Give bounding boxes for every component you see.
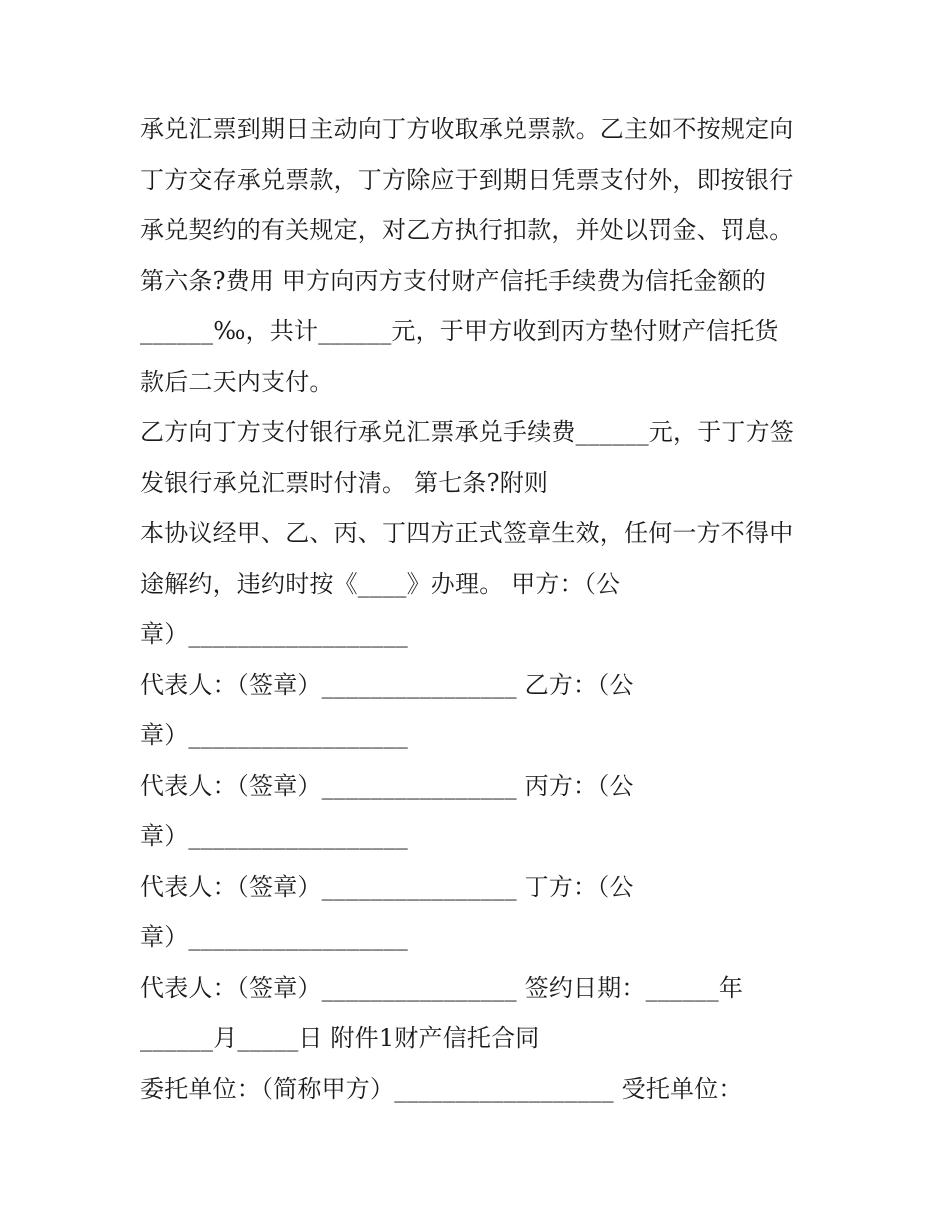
- party-c-seal-line: 代表人：（签章）________________ 丙方：（公: [140, 771, 634, 800]
- text-line: 承兑契约的有关规定，对乙方执行扣款，并处以罚金、罚息。: [140, 216, 794, 244]
- text-line: 本协议经甲、乙、丙、丁四方正式签章生效，任何一方不得中: [140, 519, 794, 547]
- party-a-seal-line: 途解约，违约时按《____》办理。 甲方：（公: [140, 569, 621, 598]
- text-line: 款后二天内支付。: [140, 367, 334, 396]
- text-line: 乙方向丁方支付银行承兑汇票承兑手续费______元，于丁方签: [140, 418, 794, 446]
- text-line: 丁方交存承兑票款，丁方除应于到期日凭票支付外，即按银行: [140, 165, 794, 194]
- article-six-line: 第六条?费用 甲方向丙方支付财产信托手续费为信托金额的: [140, 266, 766, 295]
- seal-blank-line: 章）__________________: [140, 822, 408, 850]
- contract-text: [140, 104, 820, 1114]
- seal-blank-line: 章）__________________: [140, 721, 408, 749]
- party-b-seal-line: 代表人：（签章）________________ 乙方：（公: [140, 670, 634, 699]
- seal-blank-line: 章）__________________: [140, 620, 408, 648]
- article-seven-line: 发银行承兑汇票时付清。 第七条?附则: [140, 468, 549, 497]
- seal-blank-line: 章）__________________: [140, 923, 408, 951]
- entrusting-party-line: 委托单位：（简称甲方）__________________ 受托单位：: [140, 1074, 743, 1103]
- signing-date-line: 代表人：（签章）________________ 签约日期：______年: [140, 973, 744, 1002]
- text-line: 承兑汇票到期日主动向丁方收取承兑票款。乙主如不按规定向: [140, 115, 794, 143]
- party-d-seal-line: 代表人：（签章）________________ 丁方：（公: [140, 872, 634, 901]
- appendix-line: ______月_____日 附件1财产信托合同: [140, 1024, 540, 1052]
- text-line: ______‰，共计______元，于甲方收到丙方垫付财产信托货: [140, 317, 779, 345]
